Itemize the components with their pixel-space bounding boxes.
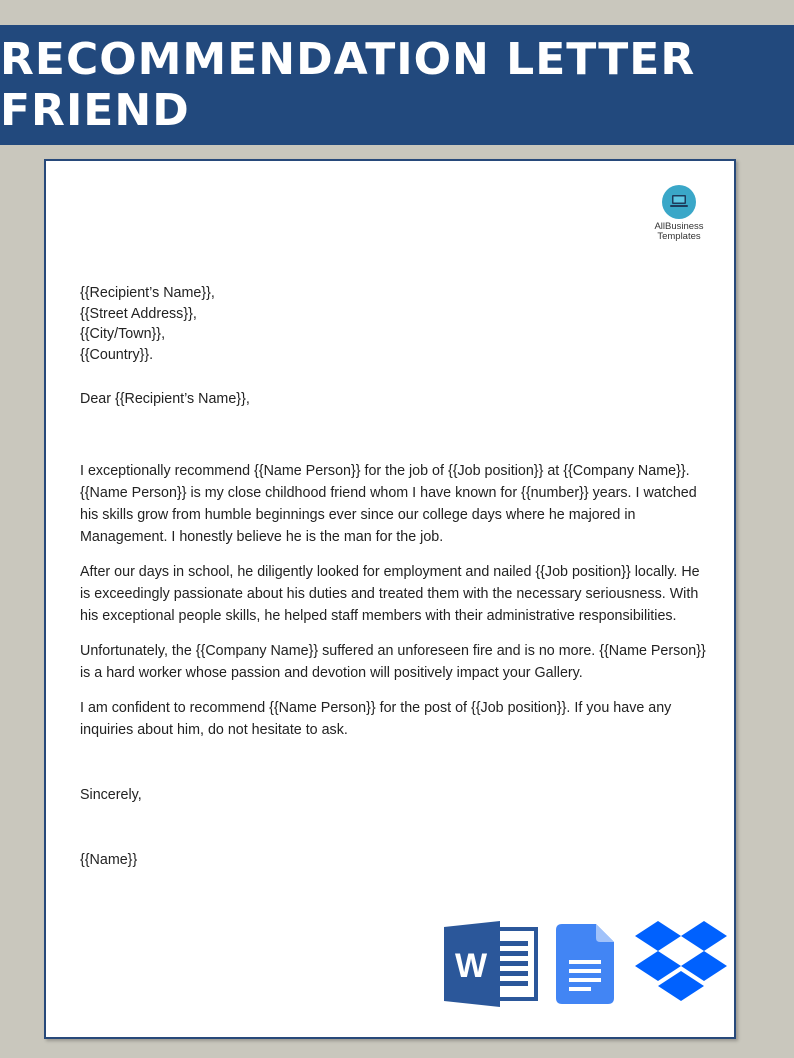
- paragraph: I exceptionally recommend {{Name Person}} for the job of {{Job position}} at {{Company Name}}. {{Name Person}} is my close childhood friend whom I have known for {{number}} years. I watched his skills grow from humble beginnings ever since our college days where he majored in Management. I honestly believe he is the man for the job.: [80, 462, 697, 545]
- greeting: Dear {{Recipient’s Name}},: [80, 391, 250, 407]
- allbusiness-logo[interactable]: [646, 185, 712, 242]
- laptop-icon: [662, 185, 696, 219]
- page-title: RECOMMENDATION LETTER FRIEND: [0, 34, 696, 136]
- paragraph: Unfortunately, the {{Company Name}} suffered an unforeseen fire and is no more. {{Name Person}} is a hard worker whose passion and devotion will positively impact your Gallery.: [80, 642, 706, 681]
- logo-text-line2: Templates: [657, 231, 701, 242]
- dropbox-icon[interactable]: [634, 921, 728, 1012]
- title-banner: [0, 25, 794, 145]
- logo-text-line1: AllBusiness: [654, 221, 704, 232]
- document-page: [44, 159, 736, 1039]
- address-line: {{City/Town}},: [80, 326, 166, 342]
- signature-name: {{Name}}: [80, 852, 138, 868]
- app-icons: [444, 921, 734, 1011]
- paragraph: After our days in school, he diligently looked for employment and nailed {{Job position}} locally. He is exceedingly passionate about his duties and treated them with the necessary seriousness. With his exceptional people skills, he helped staff members with their administrative responsibilities.: [80, 563, 700, 624]
- google-docs-icon[interactable]: [556, 924, 614, 1009]
- address-line: {{Street Address}},: [80, 305, 197, 322]
- paragraph: I am confident to recommend {{Name Person}} for the post of {{Job position}}. If you have any inquiries about him, do not hesitate to ask.: [80, 699, 672, 738]
- word-icon[interactable]: [444, 921, 538, 1012]
- closing: Sincerely,: [80, 786, 142, 803]
- address-line: {{Country}}.: [80, 346, 154, 363]
- recipient-address: [80, 283, 706, 365]
- address-line: {{Recipient’s Name}},: [80, 285, 215, 301]
- word-letter: W: [454, 947, 488, 985]
- letter-body: [80, 283, 706, 871]
